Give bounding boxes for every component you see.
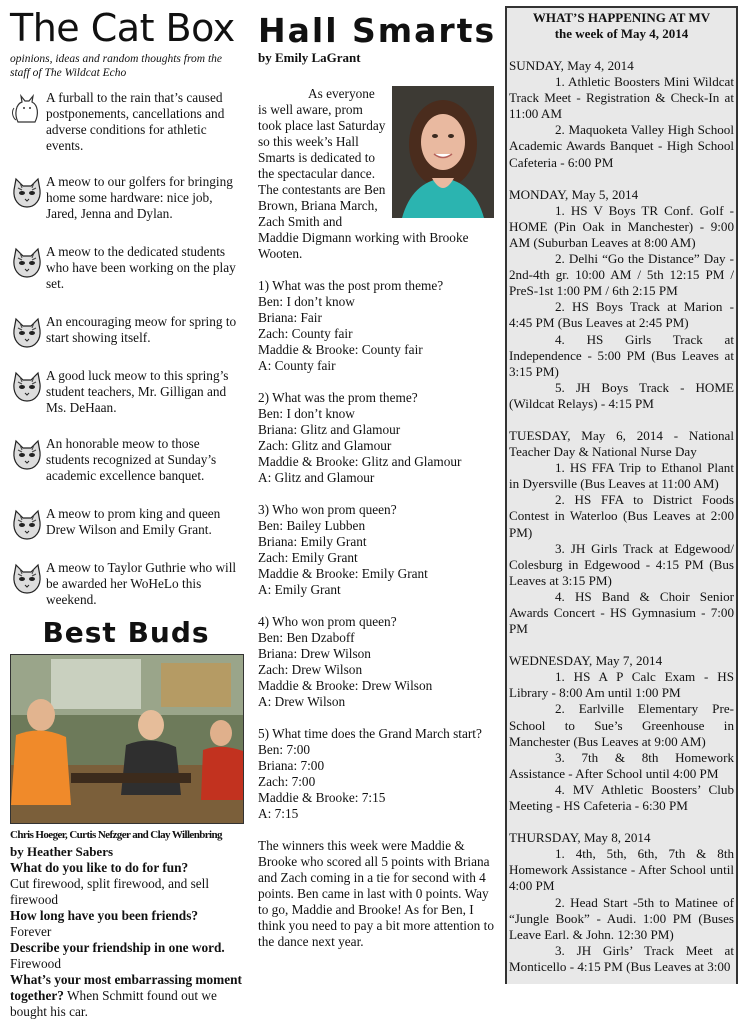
quiz-answer: Briana: 7:00 [258, 758, 325, 773]
event-item: 1. HS V Boys TR Conf. Golf - HOME (Pin Oak in Manchester) - 9:00 AM (Suburban Leaves at 8:00 AM) [509, 202, 734, 250]
quiz-answer: Maddie & Brooke: 7:15 [258, 790, 386, 805]
best-buds-byline: by Heather Sabers [10, 844, 114, 859]
cat-box-item [10, 90, 242, 154]
quiz-question-block [258, 390, 498, 486]
event-item: 4. MV Athletic Boosters’ Club Meeting - HS Cafeteria - 6:30 PM [509, 781, 734, 814]
event-item: 1. HS FFA Trip to Ethanol Plant in Dyersville (Bus Leaves at 11:00 AM) [509, 460, 734, 492]
cat-face-icon [10, 562, 44, 596]
quiz-answer: Ben: Bailey Lubben [258, 518, 366, 533]
quiz-question-block [258, 278, 498, 374]
best-buds-answer: Firewood [10, 956, 61, 971]
event-item: 1. HS A P Calc Exam - HS Library - 8:00 Am until 1:00 PM [509, 669, 734, 701]
quiz-answer: A: Drew Wilson [258, 694, 346, 709]
cat-face-icon [10, 370, 44, 404]
event-item: 3. 7th & 8th Homework Assistance - After School until 4:00 PM [509, 749, 734, 781]
hall-smarts-byline: by Emily LaGrant [258, 50, 361, 65]
cat-box-item-text: A meow to prom king and queen Drew Wilson and Emily Grant. [46, 506, 221, 537]
cat-box-column [10, 0, 242, 1020]
quiz-answer: Zach: 7:00 [258, 774, 316, 789]
day-heading: TUESDAY, May 6, 2014 - National Teacher Day & National Nurse Day [509, 427, 734, 460]
best-buds-question: What’s your most embarrassing moment together? [10, 972, 242, 1003]
event-item: 2. Earlville Elementary Pre-School to Sue’s Greenhouse in Manchester (Bus Leaves at 9:00 AM) [509, 701, 734, 749]
quiz-question: 1) What was the post prom theme? [258, 278, 444, 293]
event-item: 3. JH Girls’ Track Meet at Monticello - 4:15 PM (Bus Leaves at 3:00 [509, 942, 734, 974]
day-heading: WEDNESDAY, May 7, 2014 [509, 653, 663, 669]
best-buds-answer: When Schmitt found out we bought his car. [10, 988, 217, 1019]
best-buds-title: Best Buds [42, 616, 210, 649]
quiz-question-block [258, 502, 498, 598]
cat-box-item [10, 314, 242, 346]
cat-face-icon [10, 438, 44, 472]
cat-box-item [10, 174, 242, 222]
day-block [507, 830, 736, 975]
quiz-answer: A: 7:15 [258, 806, 299, 821]
event-item: 1. 4th, 5th, 6th, 7th & 8th Homework Assistance - After School until 4:00 PM [509, 846, 734, 894]
best-buds-answer: Forever [10, 924, 52, 939]
cat-box-item-text: A furball to the rain that’s caused postponements, cancellations and adverse conditions for athletic events. [46, 90, 225, 153]
event-item: 4. HS Band & Choir Senior Awards Concert - HS Gymnasium - 7:00 PM [509, 588, 734, 637]
happening-title: WHAT’S HAPPENING AT MV [532, 10, 711, 25]
cat-face-icon [10, 176, 44, 210]
happening-subtitle: the week of May 4, 2014 [554, 26, 689, 41]
quiz-answer: Maddie & Brooke: Emily Grant [258, 566, 428, 581]
quiz-answer: A: County fair [258, 358, 336, 373]
cat-face-icon [10, 316, 44, 350]
cat-box-item [10, 436, 242, 484]
event-item: 2. Head Start -5th to Matinee of “Jungle Book” - Audi. 1:00 PM (Buses Leave Earl. & John. 12:30 PM) [509, 894, 734, 942]
quiz-answer: Ben: Ben Dzaboff [258, 630, 355, 645]
quiz-question: 3) Who won prom queen? [258, 502, 397, 517]
event-item: 3. JH Girls Track at Edgewood/ Colesburg in Edgewood - 4:15 PM (Bus Leaves at 3:15 PM) [509, 540, 734, 588]
event-item: 2. HS FFA to District Foods Contest in Waterloo (Bus Leaves at 2:00 PM) [509, 492, 734, 540]
day-heading: MONDAY, May 5, 2014 [509, 186, 639, 202]
day-block [507, 653, 736, 814]
quiz-answer: Zach: County fair [258, 326, 353, 341]
cat-face-icon [10, 246, 44, 280]
quiz-answer: A: Emily Grant [258, 582, 341, 597]
cat-box-tagline: opinions, ideas and random thoughts from the staff of The Wildcat Echo [10, 53, 223, 79]
cat-box-item-text: A meow to the dedicated students who have been working on the play set. [46, 244, 236, 291]
hall-smarts-intro: As everyone is well aware, prom took place last Saturday so this week’s Hall Smarts is dedicated to the spectacular dance. The contestants are Ben Brown, Briana March, Zach Smith and Maddie Digmann working with Brooke Wooten. [258, 86, 469, 261]
quiz-answer: Briana: Drew Wilson [258, 646, 371, 661]
portrait-photo [392, 86, 494, 218]
cat-box-item-text: An honorable meow to those students recognized at Sunday’s academic excellence banquet. [46, 436, 217, 483]
best-buds-question: How long have you been friends? [10, 908, 199, 923]
hall-smarts-body [258, 86, 498, 950]
event-item: 4. HS Girls Track at Independence - 5:00 PM (Bus Leaves at 3:15 PM) [509, 331, 734, 379]
day-block [507, 428, 736, 637]
quiz-answer: Ben: I don’t know [258, 406, 355, 421]
day-block [507, 58, 736, 171]
day-heading: SUNDAY, May 4, 2014 [509, 58, 634, 73]
quiz-answer: Maddie & Brooke: Drew Wilson [258, 678, 433, 693]
best-buds-question: Describe your friendship in one word. [10, 940, 225, 955]
quiz-answer: Zach: Drew Wilson [258, 662, 363, 677]
event-item: 1. Athletic Boosters Mini Wildcat Track Meet - Registration & Check-In at 11:00 AM [509, 74, 734, 122]
quiz-answer: Ben: I don’t know [258, 294, 355, 309]
quiz-answer: Ben: 7:00 [258, 742, 311, 757]
quiz-answer: Zach: Glitz and Glamour [258, 438, 392, 453]
cat-box-item-text: A meow to our golfers for bringing home some hardware: nice job, Jared, Jenna and Dylan. [46, 174, 233, 221]
cat-face-icon [10, 508, 44, 542]
cat-box-item-text: An encouraging meow for spring to start showing itself. [46, 314, 237, 345]
cat-box-item [10, 368, 242, 416]
best-buds-caption: Chris Hoeger, Curtis Nefzger and Clay Willenbring [10, 829, 222, 841]
cat-box-item [10, 244, 242, 292]
event-item: 2. Delhi “Go the Distance” Day - 2nd-4th gr. 10:00 AM / 5th 12:15 PM / PreS-1st 1:00 PM / 6th 2:15 PM [509, 251, 734, 299]
best-buds-answer: Cut firewood, split firewood, and sell firewood [10, 876, 210, 907]
cat-box-item-text: A meow to Taylor Guthrie who will be awarded her WoHeLo this weekend. [46, 560, 237, 607]
event-item: 2. Maquoketa Valley High School Academic Awards Banquet - High School Cafeteria - 6:00 PM [509, 122, 734, 170]
quiz-answer: Briana: Fair [258, 310, 322, 325]
hall-smarts-title: Hall Smarts [258, 11, 497, 50]
event-item: 5. JH Boys Track - HOME (Wildcat Relays) - 4:15 PM [509, 379, 734, 411]
quiz-question-block [258, 614, 498, 710]
day-block [507, 187, 736, 412]
quiz-answer: Zach: Emily Grant [258, 550, 358, 565]
quiz-question: 2) What was the prom theme? [258, 390, 418, 405]
cat-box-title: The Cat Box [10, 6, 235, 50]
best-buds-qa [10, 860, 242, 1020]
furball-cat-icon [10, 92, 44, 126]
cat-box-item [10, 506, 242, 538]
best-buds-photo [10, 654, 244, 824]
hall-smarts-column [258, 0, 498, 950]
day-heading: THURSDAY, May 8, 2014 [509, 830, 651, 846]
quiz-question: 5) What time does the Grand March start? [258, 726, 482, 741]
cat-box-item [10, 560, 242, 608]
hall-smarts-closing: The winners this week were Maddie & Brooke who scored all 5 points with Briana and Zach coming in a tie for second with 4 points. Ben came in last with 0 points. Way to go, Maddie and Brooke! As for Ben, I think you need to pay a bit more attention to the dance next year. [258, 838, 494, 949]
quiz-answer: Maddie & Brooke: County fair [258, 342, 423, 357]
quiz-answer: Briana: Glitz and Glamour [258, 422, 401, 437]
event-item: 2. HS Boys Track at Marion - 4:45 PM (Bus Leaves at 2:45 PM) [509, 299, 734, 331]
best-buds-question: What do you like to do for fun? [10, 860, 189, 875]
quiz-question: 4) Who won prom queen? [258, 614, 397, 629]
quiz-answer: A: Glitz and Glamour [258, 470, 375, 485]
cat-box-item-text: A good luck meow to this spring’s student teachers, Mr. Gilligan and Ms. DeHaan. [46, 368, 229, 415]
happening-sidebar [505, 6, 738, 984]
quiz-question-block [258, 726, 498, 822]
quiz-answer: Maddie & Brooke: Glitz and Glamour [258, 454, 462, 469]
quiz-answer: Briana: Emily Grant [258, 534, 367, 549]
best-buds-last-qa [10, 972, 242, 1020]
